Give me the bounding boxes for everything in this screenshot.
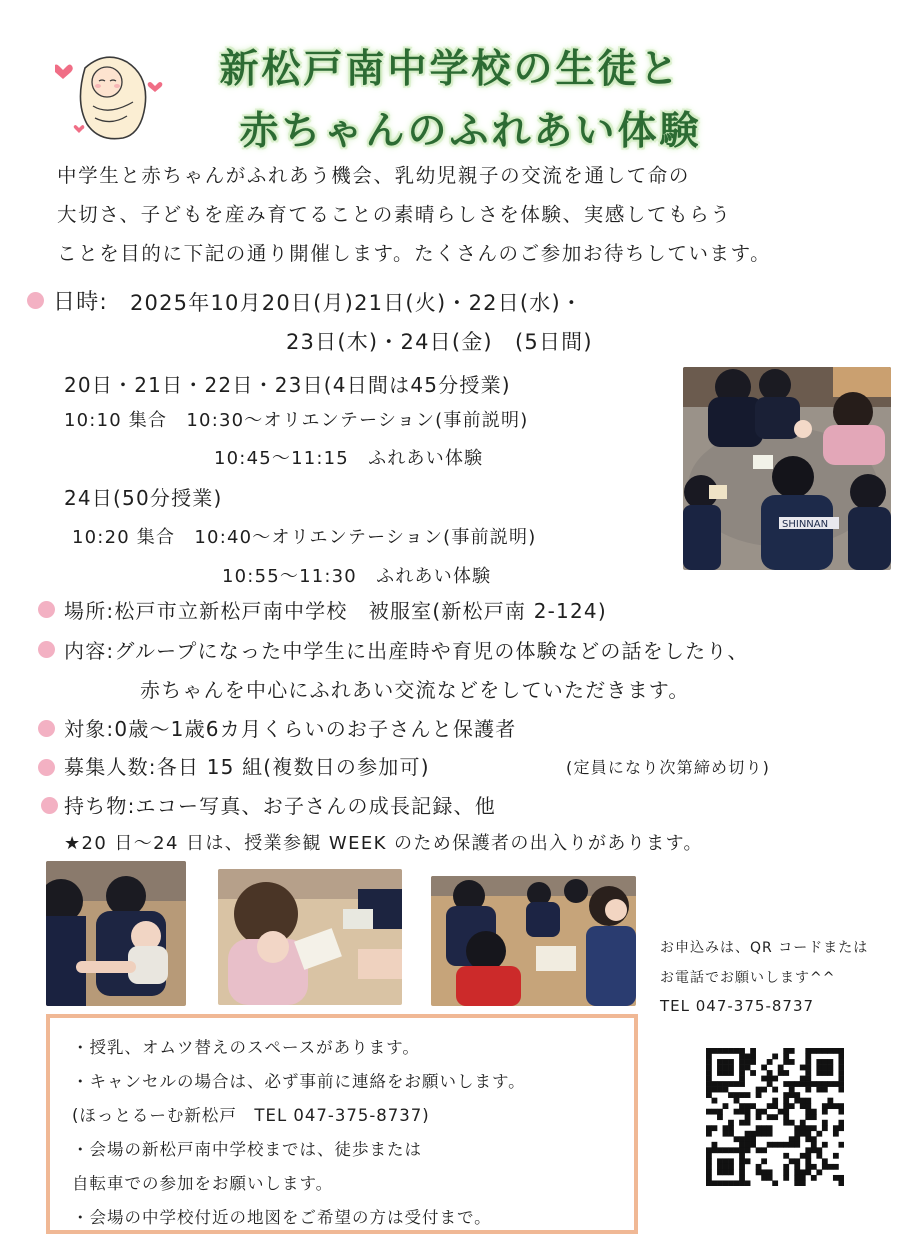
note-line-3: (ほっとるーむ新松戸 TEL 047-375-8737) [72,1106,430,1125]
block1-assembly: 10:10 集合 10:30～オリエンテーション(事前説明) [64,410,529,431]
photo-students-with-baby [683,367,891,570]
belongings-text: 持ち物:エコー写真、お子さんの成長記録、他 [64,794,496,818]
qr-code[interactable] [706,1048,844,1186]
note-line-5: 自転車での参加をお願いします。 [72,1174,334,1193]
block1-activity: 10:45～11:15 ふれあい体験 [214,448,484,469]
note-line-1: ・授乳、オムツ替えのスペースがあります。 [72,1038,420,1057]
contact-line-2: お電話でお願いします^^ [660,970,836,986]
title-line-2: 赤ちゃんのふれあい体験 [239,109,702,154]
photo-group-activity [431,876,636,1006]
date-line-1: 2025年10月20日(月)21日(火)・22日(水)・ [130,291,584,315]
title-line-1: 新松戸南中学校の生徒と [219,47,682,92]
block1-heading: 20日・21日・22日・23日(4日間は45分授業) [64,373,511,397]
photo-student-holding-baby [46,861,186,1006]
place-text: 場所:松戸市立新松戸南中学校 被服室(新松戸南 2-124) [64,599,607,623]
bullet-dot [27,292,44,309]
bullet-dot [38,601,55,618]
intro-line-1: 中学生と赤ちゃんがふれあう機会、乳幼児親子の交流を通して命の [57,164,691,187]
bullet-dot [38,759,55,776]
block2-assembly: 10:20 集合 10:40～オリエンテーション(事前説明) [72,527,537,548]
bullet-dot [41,797,58,814]
contact-line-1: お申込みは、QR コードまたは [660,940,869,956]
note-line-2: ・キャンセルの場合は、必ず事前に連絡をお願いします。 [72,1072,526,1091]
photo-baby-with-cards [218,869,402,1005]
date-line-2: 23日(木)・24日(金) (5日間) [286,330,593,354]
star-note: ★20 日～24 日は、授業参観 WEEK のため保護者の出入りがあります。 [64,833,703,854]
contact-tel: TEL 047-375-8737 [660,997,815,1015]
block2-activity: 10:55～11:30 ふれあい体験 [222,566,492,587]
capacity-text: 募集人数:各日 15 組(複数日の参加可) [64,755,430,779]
content-line-1: 内容:グループになった中学生に出産時や育児の体験などの話をしたり、 [64,639,749,663]
date-label: 日時: [53,290,109,315]
content-line-2: 赤ちゃんを中心にふれあい交流などをしていただきます。 [140,678,690,702]
block2-heading: 24日(50分授業) [64,486,223,510]
target-text: 対象:0歳～1歳6カ月くらいのお子さんと保護者 [64,717,517,741]
bullet-dot [38,720,55,737]
note-line-6: ・会場の中学校付近の地図をご希望の方は受付まで。 [72,1208,492,1227]
photo-shirt-text: SHINNAN [782,519,829,530]
notes-box [46,1014,638,1234]
intro-line-2: 大切さ、子どもを産み育てることの素晴らしさを体験、実感してもらう [57,203,732,226]
capacity-note: (定員になり次第締め切り) [566,758,771,777]
note-line-4: ・会場の新松戸南中学校までは、徒歩または [72,1140,422,1159]
bullet-dot [38,641,55,658]
intro-line-3: ことを目的に下記の通り開催します。たくさんのご参加お待ちしています。 [57,242,772,265]
